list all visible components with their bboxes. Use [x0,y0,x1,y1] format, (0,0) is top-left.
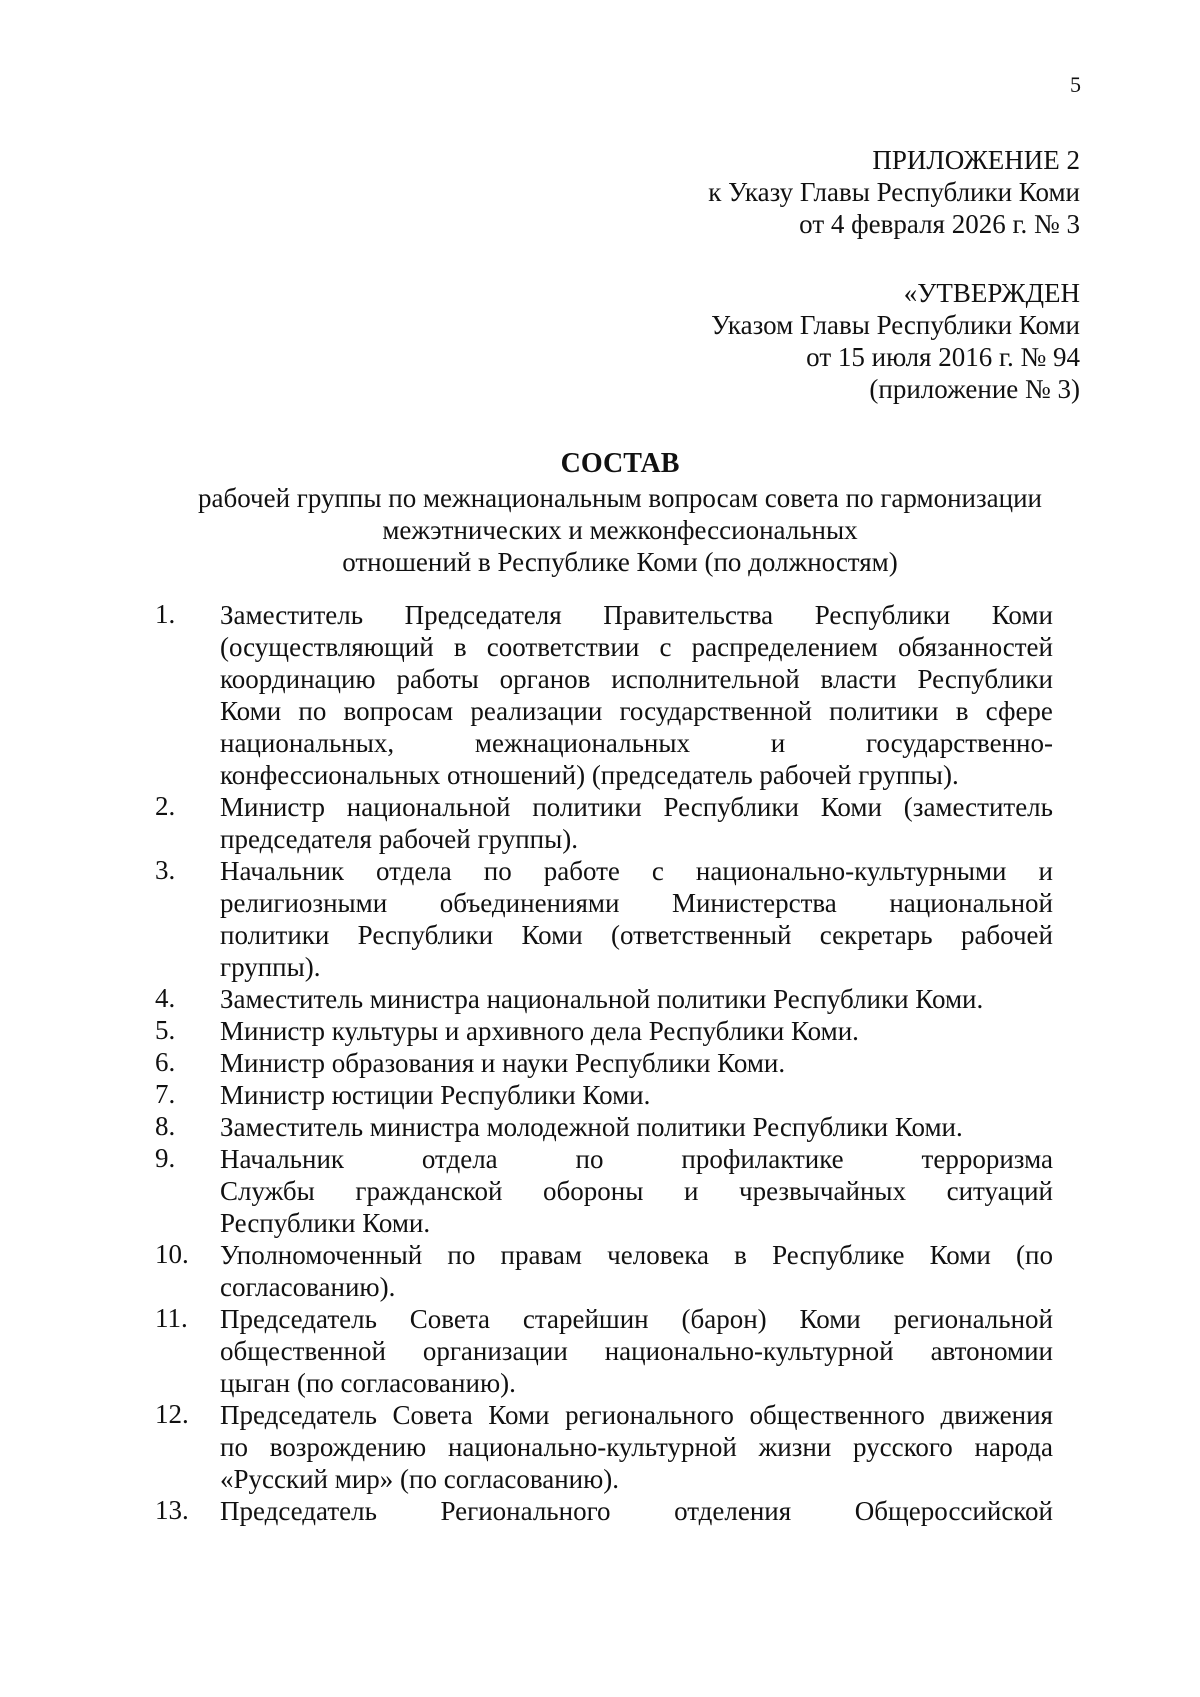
annex-title: ПРИЛОЖЕНИЕ 2 [872,145,1080,175]
list-item-word: Председатель [220,1304,377,1334]
list-item-line: Республики Коми. [220,1208,431,1238]
list-item [155,1079,1053,1111]
list-item-line: цыган (по согласованию). [220,1368,516,1398]
list-item-word: национальной [889,888,1053,918]
list-item-word: работе [543,856,620,886]
list-item-word: с [651,856,664,886]
list-item-word: Правительства [603,600,774,630]
list-item-word: в [453,632,467,662]
list-item-word: Службы [220,1176,315,1206]
list-item-word: (по [1016,1240,1053,1270]
list-item-line: «Русский мир» (по согласованию). [220,1464,620,1494]
page-number: 5 [1070,72,1081,97]
list-item-word: народа [974,1432,1053,1462]
list-item-word: государственно- [866,728,1053,758]
list-item-word: национальных, [220,728,395,758]
list-item-text [220,983,1053,1015]
list-item-word: Республики [917,664,1053,694]
list-item-word: Уполномоченный [220,1240,423,1270]
list-item-text [220,1495,1053,1527]
approved-appendix-ref: (приложение № 3) [869,374,1080,404]
list-item-word: соответствии [486,632,640,662]
list-item-number: 9. [155,1143,176,1173]
list-item-word: общественной [220,1336,386,1366]
list-item-word: ситуаций [946,1176,1053,1206]
list-item-line [220,1175,1053,1207]
list-item-word: Министр [220,792,325,822]
list-item [155,983,1053,1015]
approved-decree-ref: Указом Главы Республики Коми [711,310,1080,340]
list-item-word: Республики [814,600,951,630]
list-item-text [220,599,1053,791]
list-item-word: (заместитель [903,792,1053,822]
list-item-word: Председатель [220,1496,377,1526]
list-item-word: распределением [691,632,878,662]
list-item-word: Коми [929,1240,991,1270]
list-item [155,1303,1053,1399]
list-item-word: человека [607,1240,709,1270]
list-item-word: Совета [409,1304,490,1334]
list-item [155,1143,1053,1239]
list-item-word: политики [829,696,939,726]
list-item [155,1111,1053,1143]
list-item-word: национальной [346,792,511,822]
list-item-word: объединениями [439,888,620,918]
list-item-text [220,791,1053,855]
list-item [155,599,1053,791]
list-item-number: 5. [155,1015,176,1045]
list-item-word: координацию [220,664,376,694]
list-item-word: Начальник [220,856,345,886]
list-item-word: профилактике [681,1144,844,1174]
list-item-number: 13. [155,1495,189,1525]
list-item-line [220,791,1053,823]
list-item-line [220,1143,1053,1175]
approved-header [711,277,1080,405]
list-item-word: государственной [619,696,812,726]
list-item-word: рабочей [960,920,1053,950]
list-item-line [220,599,1053,631]
list-item-word: религиозными [220,888,388,918]
list-item-line: Министр образования и науки Республики Коми. [220,1048,786,1078]
list-item-line [220,1303,1053,1335]
list-item-line [220,1239,1053,1271]
list-item-number: 2. [155,791,176,821]
list-item-word: секретарь [819,920,933,950]
list-item-word: политики [532,792,642,822]
list-item-line [220,887,1053,919]
list-item-word: власти [820,664,897,694]
list-item-word: Коми [820,792,882,822]
list-item-word: русского [853,1432,953,1462]
list-item-word: гражданской [355,1176,503,1206]
list-item-word: Республики [357,920,494,950]
list-item-word: и [770,728,786,758]
list-item-number: 1. [155,599,176,629]
list-item-number: 7. [155,1079,176,1109]
list-item-word: в [955,696,969,726]
list-item-word: и [683,1176,699,1206]
document-subtitle-line: рабочей группы по межнациональным вопросам совета по гармонизации [197,483,1042,513]
list-item [155,1495,1053,1527]
list-item-word: Председатель [220,1400,377,1430]
list-item-word: отдела [421,1144,498,1174]
list-item-text [220,1239,1053,1303]
list-item-text [220,1079,1053,1111]
list-item-word: Регионального [440,1496,611,1526]
list-item-line: Заместитель министра молодежной политики Республики Коми. [220,1112,963,1142]
list-item-number: 10. [155,1239,189,1269]
list-item-word: отдела [376,856,452,886]
list-item-text [220,1015,1053,1047]
list-item [155,1047,1053,1079]
list-item-word: Республике [772,1240,905,1270]
list-item-word: Коми [521,920,583,950]
document-subtitle-line: отношений в Республике Коми (по должностям) [342,547,898,577]
list-item-word: терроризма [921,1144,1053,1174]
list-item-word: жизни [758,1432,832,1462]
list-item-word: и [1038,856,1053,886]
list-item-word: Заместитель [220,600,364,630]
list-item-word: Общероссийской [854,1496,1053,1526]
list-item-line [220,919,1053,951]
list-item-line: согласованию). [220,1272,396,1302]
list-item-word: органов [499,664,591,694]
list-item-line [220,695,1053,727]
list-item-word: Коми [991,600,1053,630]
list-item-number: 11. [155,1303,188,1333]
list-item-word: Коми [799,1304,861,1334]
list-item-word: автономии [930,1336,1053,1366]
list-item-word: общественного [749,1400,925,1430]
list-item-word: сфере [985,696,1053,726]
approved-title: «УТВЕРЖДЕН [903,278,1080,308]
list-item-line: Заместитель министра национальной политики Республики Коми. [220,984,984,1014]
list-item-text [220,1047,1053,1079]
list-item-word: Начальник [220,1144,345,1174]
list-item-line: группы). [220,952,321,982]
list-item-word: исполнительной [611,664,800,694]
list-item-line: конфессиональных отношений) (председатель рабочей группы). [220,760,959,790]
list-item [155,791,1053,855]
list-item-word: старейшин [522,1304,649,1334]
list-item-word: национально-культурной [447,1432,737,1462]
list-item-word: возрождению [269,1432,427,1462]
list-item-text [220,1303,1053,1399]
list-item-word: Коми [220,696,282,726]
list-item-text [220,855,1053,983]
members-list [155,599,1053,1527]
list-item-number: 3. [155,855,176,885]
list-item-word: по [483,856,512,886]
annex-decree-date: от 4 февраля 2026 г. № 3 [799,209,1080,239]
list-item-word: обязанностей [898,632,1053,662]
document-subtitle-line: межэтнических и межконфессиональных [382,515,858,545]
list-item-word: организации [422,1336,568,1366]
list-item-word: политики [220,920,330,950]
list-item-number: 4. [155,983,176,1013]
list-item-word: регионального [565,1400,734,1430]
list-item-word: Коми [488,1400,550,1430]
list-item-word: в [734,1240,747,1270]
list-item-word: по [298,696,327,726]
list-item-line [220,727,1053,759]
list-item-word: национально-культурной [604,1336,894,1366]
list-item-line [220,1399,1053,1431]
list-item-line: председателя рабочей группы). [220,824,578,854]
list-item-word: Министерства [671,888,837,918]
list-item-text [220,1143,1053,1239]
list-item-word: Республики [663,792,799,822]
list-item-text [220,1399,1053,1495]
list-item-word: обороны [543,1176,644,1206]
list-item-word: (барон) [681,1304,767,1334]
list-item-line [220,663,1053,695]
annex-header [708,144,1080,240]
list-item-word: (ответственный [610,920,792,950]
list-item-line [220,1495,1053,1527]
list-item-word: региональной [893,1304,1053,1334]
list-item-word: с [659,632,672,662]
list-item-line [220,1431,1053,1463]
list-item [155,1015,1053,1047]
list-item-word: отделения [674,1496,792,1526]
list-item-word: по [575,1144,604,1174]
list-item-number: 12. [155,1399,189,1429]
list-item [155,1399,1053,1495]
list-item-word: по [447,1240,476,1270]
approved-decree-date: от 15 июля 2016 г. № 94 [806,342,1080,372]
list-item-number: 6. [155,1047,176,1077]
list-item [155,855,1053,983]
list-item-word: (осуществляющий [220,632,434,662]
document-heading [0,446,1200,578]
list-item-word: реализации [470,696,603,726]
list-item-line [220,855,1053,887]
list-item-number: 8. [155,1111,176,1141]
list-item-word: по [220,1432,248,1462]
list-item-text [220,1111,1053,1143]
list-item-word: межнациональных [474,728,691,758]
list-item-word: работы [396,664,479,694]
list-item-word: вопросам [343,696,454,726]
list-item-word: движения [940,1400,1053,1430]
list-item-line [220,631,1053,663]
list-item [155,1239,1053,1303]
list-item-word: Совета [392,1400,473,1430]
list-item-word: правам [500,1240,582,1270]
list-item-word: Председателя [404,600,562,630]
list-item-line: Министр культуры и архивного дела Республики Коми. [220,1016,859,1046]
list-item-line [220,1335,1053,1367]
list-item-word: национально-культурными [695,856,1007,886]
document-title: СОСТАВ [560,448,680,479]
list-item-line: Министр юстиции Республики Коми. [220,1080,651,1110]
annex-decree-ref: к Указу Главы Республики Коми [708,177,1080,207]
list-item-word: чрезвычайных [738,1176,907,1206]
